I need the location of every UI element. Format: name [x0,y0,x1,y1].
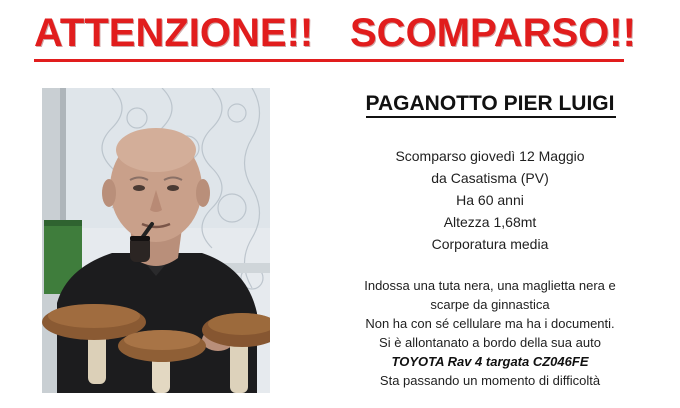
description-phone-documents: Non ha con sé cellulare ma ha i documenti. [365,316,615,331]
missing-person-name: PAGANOTTO PIER LUIGI [365,92,615,115]
description-left-by-car: Si è allontanato a bordo della sua auto [379,335,601,350]
description-car-plate: TOYOTA Rav 4 targata CZ046FE [391,354,589,369]
detail-age: Ha 60 anni [456,192,524,208]
person-details [300,145,680,255]
person-photo [42,88,270,393]
detail-location: da Casatisma (PV) [431,170,549,186]
headline-underline [34,59,624,62]
headline [0,4,680,62]
description-clothing: Indossa una tuta nera, una maglietta nera e [364,278,616,293]
description-difficult-moment: Sta passando un momento di difficoltà [379,373,601,388]
detail-disappearance-date: Scomparso giovedì 12 Maggio [395,148,585,164]
description-shoes: scarpe da ginnastica [430,297,550,312]
person-description [300,276,680,390]
detail-build: Corporatura media [431,236,549,252]
headline-attention: ATTENZIONE!! [34,11,314,55]
detail-height: Altezza 1,68mt [443,214,537,230]
headline-missing: SCOMPARSO!! [350,11,636,55]
name-underline [366,116,616,118]
